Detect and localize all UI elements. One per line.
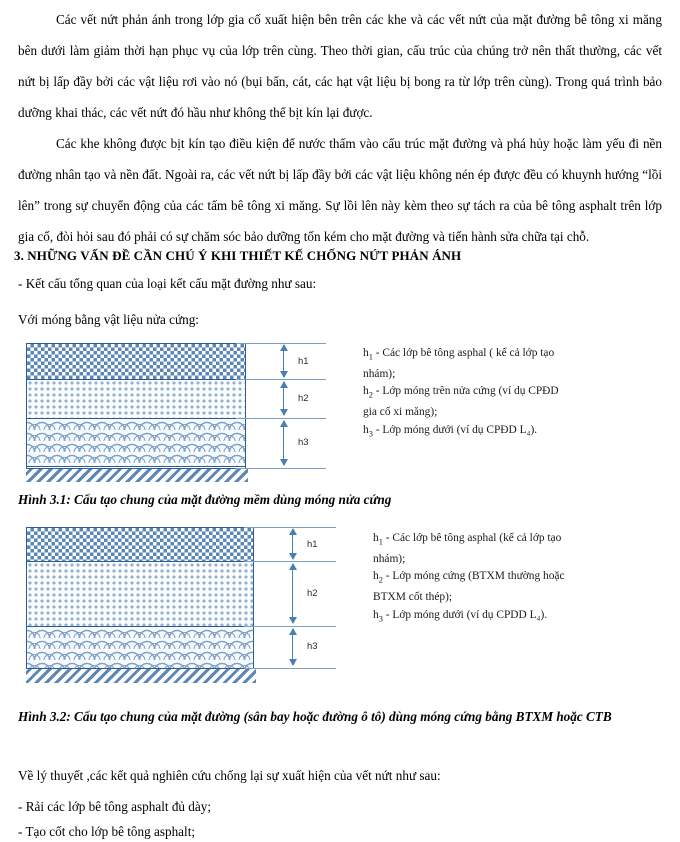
dimension-arrow-h3-fig1 [283,421,284,465]
legend-item-h2-cont-fig2: BTXM cốt thép); [373,591,453,604]
layer-subgrade-2 [26,669,256,683]
bullet-line-1: - Rải các lớp bê tông asphalt đủ dày; [18,799,212,814]
figure1-lead-line: Với móng bằng vật liệu nửa cứng: [18,312,199,327]
extension-line-2-h2h3 [244,626,336,627]
dimension-label-h3-fig2: h3 [307,641,318,652]
legend-subscript-h3-fig1: 3 [368,428,373,438]
legend-symbol-h1-fig1: h [363,347,369,359]
pavement-stack-1 [26,343,246,469]
legend-symbol-h2-fig2: h [373,570,379,583]
figure-3-2 [26,527,336,685]
extension-line-1-h2h3 [236,418,326,419]
legend-text-h1-fig2: - Các lớp bê tông asphal (kể cả lớp tạo [382,532,562,544]
figure-3-1-legend [363,345,663,442]
legend-symbol-h2-fig1: h [363,385,369,398]
legend-text-h2-fig2: - Lớp móng cứng (BTXM thường hoặc [382,570,565,583]
legend-item-h3-fig2 [373,607,673,628]
dimension-arrow-h2-fig1 [283,382,284,415]
extension-line-2-h1h2 [244,561,336,562]
figure-3-1-caption: Hình 3.1: Cấu tạo chung của mặt đường mềm dùng móng nửa cứng [18,492,392,507]
dimension-arrow-h1-fig2 [292,529,293,559]
legend-text-h1-fig1: - Các lớp bê tông asphal ( kể cả lớp tạo [372,347,555,359]
layer-asphalt-layers-2 [27,528,253,562]
legend-item-h2-fig1 [363,383,663,404]
legend-item-h1-fig2 [373,530,673,551]
dimension-label-h2-fig2: h2 [307,588,318,599]
layer-rigid-base-2 [27,562,253,627]
dimension-arrow-h3-fig2 [292,629,293,665]
legend-subscript-h2-fig2: 2 [378,575,383,585]
theory-lead-line: Về lý thuyết ,các kết quả nghiên cứu chống lại sự xuất hiện của vết nứt như sau: [18,768,441,783]
layer-asphalt-layers-1 [27,344,245,380]
legend-item-h1-cont-fig2: nhám); [373,552,406,565]
layer-semi-rigid-upper-base-1 [27,380,245,419]
legend-subscript-h3-fig2: 3 [378,613,383,623]
pavement-stack-2 [26,527,254,669]
legend-symbol-h3-fig1: h [363,423,369,436]
legend-text-h3-fig1: - Lớp móng dưới (ví dụ CPĐD L₄). [372,423,538,436]
legend-item-h1-fig1 [363,345,663,366]
legend-subscript-h2-fig1: 2 [368,390,373,400]
layer-lower-base-1 [27,419,245,467]
dimension-label-h1-fig2: h1 [307,539,318,550]
legend-subscript-h1-fig1: 1 [368,352,373,362]
section-heading: 3. NHỮNG VẤN ĐỀ CẦN CHÚ Ý KHI THIẾT KẾ CHỐNG NỨT PHẢN ÁNH [14,248,462,263]
dimension-label-h2-fig1: h2 [298,393,309,404]
legend-item-h2-cont-fig1: gia cố xi măng); [363,406,438,419]
extension-line-1-h1h2 [236,379,326,380]
legend-item-h3-fig1 [363,422,663,443]
dimension-arrow-h2-fig2 [292,564,293,623]
legend-item-h1-cont-fig1: nhám); [363,367,396,380]
figure-3-2-caption: Hình 3.2: Cấu tạo chung của mặt đường (sân bay hoặc đường ô tô) dùng móng cứng bằng BTXM hoặc CTB [18,709,612,724]
layer-subgrade-1 [26,469,248,482]
legend-symbol-h1-fig2: h [373,532,379,544]
dimension-arrow-h1-fig1 [283,345,284,377]
extension-line-2-bottom [244,668,336,669]
bullet-line-2: - Tạo cốt cho lớp bê tông asphalt; [18,824,196,839]
figure-3-2-legend [373,530,673,627]
legend-text-h2-fig1: - Lớp móng trên nửa cứng (ví dụ CPĐD [372,385,559,398]
paragraph-reflective-cracking: Các vết nứt phản ánh trong lớp gia cố xuất hiện bên trên các khe và các vết nứt của mặt đường bê tông xi măng bên dưới làm giảm thời hạn phục vụ của lớp trên cùng. Theo thời gian, cấu trúc của chúng trở nên thất thường, các vết nứt bị lấp đầy bởi các vật liệu rơi vào nó (bụi bẩn, cát, các hạt vật liệu bị bong ra từ lớp trên cùng). Trong quá trình bảo dưỡng khai thác, các vết nứt đó hầu như không thể bịt kín lại được. [18,12,662,120]
figure-3-1 [26,343,326,483]
paragraph-unsealed-joints: Các khe không được bịt kín tạo điều kiện để nước thấm vào cấu trúc mặt đường và phá hủy hoặc làm yếu đi nền đường nhân tạo và nền đất. Ngoài ra, các vết nứt bị lấp đầy bởi các vật liệu không nén ép được đều có khuynh hướng “lồi lên” trong sự chuyển động của các tấm bê tông xi măng. Sự lồi lên này kèm theo sự tách ra của bê tông asphalt trên lớp gia cố, đòi hỏi sau đó phải có sự chăm sóc bảo dưỡng tốn kém cho mặt đường và tiến hành sửa chữa tại chỗ. [18,136,662,244]
dimension-label-h3-fig1: h3 [298,437,309,448]
layer-lower-base-2 [27,627,253,669]
intro-structure-line: - Kết cấu tổng quan của loại kết cấu mặt đường như sau: [18,276,317,291]
dimension-label-h1-fig1: h1 [298,356,309,367]
extension-line-1-bottom [236,468,326,469]
legend-symbol-h3-fig2: h [373,608,379,621]
legend-text-h3-fig2: - Lớp móng dưới (ví dụ CPDD L₄). [382,608,548,621]
legend-item-h2-fig2 [373,568,673,589]
legend-subscript-h1-fig2: 1 [378,537,383,547]
